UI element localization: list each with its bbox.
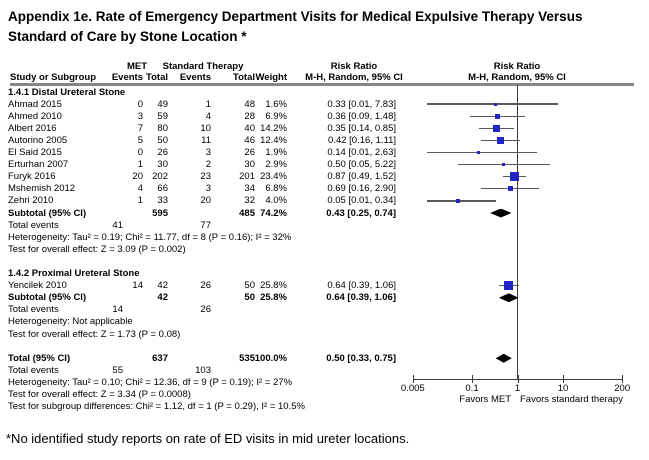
effect-marker <box>493 125 500 132</box>
study-name: El Said 2015 <box>8 147 62 158</box>
st-events-cell: 23 <box>200 171 211 183</box>
st-total-cell: 28 <box>244 110 255 122</box>
st-events-header: Events <box>179 72 211 83</box>
total-events-st: 103 <box>195 364 211 376</box>
x-axis-tick-label: 200 <box>614 382 631 394</box>
met-events-cell: 3 <box>137 110 143 122</box>
met-group-header: MET <box>126 61 148 72</box>
met-total-cell: 42 <box>157 280 168 292</box>
met-events-cell: 14 <box>132 280 143 292</box>
met-total-cell: 66 <box>157 183 168 195</box>
effect-marker <box>477 151 480 154</box>
met-total-cell: 26 <box>157 147 168 158</box>
stat-line: Heterogeneity: Tau² = 0.10; Chi² = 12.36, df = 9 (P = 0.19); I² = 27% <box>8 376 293 388</box>
weight-cell: 4.0% <box>265 195 287 207</box>
st-total-header: Total <box>233 72 255 83</box>
stat-line: Heterogeneity: Tau² = 0.19; Chi² = 11.77, df = 8 (P = 0.16); I² = 32% <box>8 231 292 243</box>
ci-line <box>427 103 559 104</box>
weight-cell: 1.6% <box>265 98 287 110</box>
summary-label: Total (95% CI) <box>8 352 71 364</box>
st-events-cell: 3 <box>205 147 211 158</box>
risk-ratio-header-plot: Risk Ratio <box>493 61 541 72</box>
rr-text-cell: 0.50 [0.05, 5.22] <box>327 159 396 171</box>
effect-marker <box>510 172 519 181</box>
effect-marker <box>495 114 500 119</box>
stat-line: Test for overall effect: Z = 1.73 (P = 0.08) <box>8 328 181 340</box>
st-total-cell: 48 <box>244 98 255 110</box>
x-axis-tick-label: 1 <box>514 382 521 394</box>
met-events-cell: 0 <box>137 147 143 158</box>
rr-text-cell: 0.64 [0.39, 1.06] <box>326 292 396 304</box>
study-name: Erturhan 2007 <box>8 159 69 171</box>
study-name: Autorino 2005 <box>8 134 68 146</box>
favors-right-label: Favors standard therapy <box>520 393 623 405</box>
x-axis-tick-label: 0.005 <box>400 382 425 394</box>
weight-cell: 14.2% <box>260 122 287 134</box>
rr-text-cell: 0.14 [0.01, 2.63] <box>327 147 396 158</box>
weight-cell: 74.2% <box>260 207 287 219</box>
weight-header: Weight <box>255 72 287 83</box>
met-total-cell: 50 <box>157 134 168 146</box>
st-events-cell: 11 <box>201 134 211 146</box>
weight-cell: 1.9% <box>265 147 287 158</box>
total-events-met: 41 <box>112 219 123 231</box>
section-label: 1.4.1 Distal Ureteral Stone <box>8 86 126 98</box>
st-total-cell: 34 <box>244 183 255 195</box>
met-events-cell: 7 <box>137 122 143 134</box>
effect-marker <box>497 137 504 144</box>
x-axis-tick-label: 10 <box>557 382 569 394</box>
met-total-cell: 49 <box>157 98 168 110</box>
ci-header-text: M-H, Random, 95% CI <box>305 72 403 83</box>
st-total-cell: 50 <box>244 292 255 304</box>
summary-diamond <box>496 354 512 363</box>
summary-diamond <box>499 293 519 302</box>
study-column-header: Study or Subgroup <box>10 72 97 83</box>
met-events-cell: 4 <box>137 183 143 195</box>
met-events-cell: 1 <box>137 195 143 207</box>
met-total-header: Total <box>146 72 168 83</box>
met-events-cell: 5 <box>137 134 143 146</box>
study-name: Zehri 2010 <box>8 195 54 207</box>
met-events-cell: 20 <box>132 171 143 183</box>
st-total-cell: 50 <box>244 280 255 292</box>
met-events-cell: 1 <box>137 159 143 171</box>
st-total-cell: 30 <box>244 159 255 171</box>
summary-label: Subtotal (95% CI) <box>8 292 87 304</box>
met-total-cell: 80 <box>157 122 168 134</box>
effect-marker <box>502 163 505 166</box>
weight-cell: 2.9% <box>265 159 287 171</box>
st-events-cell: 2 <box>205 159 211 171</box>
st-events-cell: 1 <box>205 98 211 110</box>
rr-text-cell: 0.43 [0.25, 0.74] <box>326 207 396 219</box>
weight-cell: 25.8% <box>260 292 287 304</box>
st-events-cell: 26 <box>200 280 211 292</box>
study-name: Albert 2016 <box>8 122 57 134</box>
weight-cell: 6.8% <box>265 183 287 195</box>
study-name: Furyk 2016 <box>8 171 56 183</box>
no-effect-line <box>517 85 518 379</box>
stat-line: Test for overall effect: Z = 3.34 (P = 0.0008) <box>8 389 191 400</box>
study-name: Ahmed 2010 <box>8 110 62 122</box>
met-events-header: Events <box>111 72 143 83</box>
rr-text-cell: 0.36 [0.09, 1.48] <box>327 110 396 122</box>
st-total-cell: 535 <box>239 352 255 364</box>
st-events-cell: 3 <box>205 183 211 195</box>
st-total-cell: 46 <box>244 134 255 146</box>
header-divider <box>10 83 634 86</box>
st-events-cell: 20 <box>200 195 211 207</box>
weight-cell: 23.4% <box>260 171 287 183</box>
effect-marker <box>508 186 513 191</box>
total-events-met: 14 <box>112 304 123 316</box>
rr-text-cell: 0.64 [0.39, 1.06] <box>327 280 396 292</box>
st-total-cell: 485 <box>239 207 255 219</box>
summary-label: Subtotal (95% CI) <box>8 207 87 219</box>
stat-line: Test for subgroup differences: Chi² = 1.12, df = 1 (P = 0.29), I² = 10.5% <box>8 401 305 413</box>
ci-header-plot: M-H, Random, 95% CI <box>468 72 566 83</box>
weight-cell: 100.0% <box>254 352 287 364</box>
st-total-cell: 40 <box>244 122 255 134</box>
ci-line <box>427 152 537 153</box>
summary-diamond <box>490 209 511 218</box>
met-total-cell: 202 <box>152 171 168 183</box>
rr-text-cell: 0.05 [0.01, 0.34] <box>327 195 396 207</box>
footnote: *No identified study reports on rate of ED visits in mid ureter locations. <box>6 431 410 446</box>
weight-cell: 6.9% <box>265 110 287 122</box>
rr-text-cell: 0.35 [0.14, 0.85] <box>327 122 396 134</box>
study-name: Yencilek 2010 <box>8 280 67 292</box>
met-total-cell: 42 <box>157 292 168 304</box>
met-events-cell: 0 <box>137 98 143 110</box>
study-name: Ahmad 2015 <box>8 98 62 110</box>
rr-text-cell: 0.33 [0.01, 7.83] <box>327 98 396 110</box>
met-total-cell: 33 <box>157 195 168 207</box>
total-events-label: Total events <box>8 219 59 231</box>
met-total-cell: 30 <box>157 159 168 171</box>
study-name: Mshemish 2012 <box>8 183 76 195</box>
rr-text-cell: 0.50 [0.33, 0.75] <box>326 352 396 364</box>
favors-left-label: Favors MET <box>459 393 511 405</box>
standard-group-header: Standard Therapy <box>162 61 244 72</box>
met-total-cell: 637 <box>152 352 168 364</box>
rr-text-cell: 0.69 [0.16, 2.90] <box>327 183 396 195</box>
effect-marker <box>456 199 460 203</box>
met-total-cell: 59 <box>157 110 168 122</box>
st-events-cell: 10 <box>200 122 211 134</box>
st-total-cell: 32 <box>244 195 255 207</box>
figure-title: Appendix 1e. Rate of Emergency Department Visits for Medical Expulsive Therapy Versus Standard of Care by Stone Location * <box>8 9 583 44</box>
risk-ratio-header-text: Risk Ratio <box>330 61 378 72</box>
effect-marker <box>494 103 497 106</box>
st-total-cell: 26 <box>244 147 255 158</box>
rr-text-cell: 0.42 [0.16, 1.11] <box>328 134 396 146</box>
st-events-cell: 4 <box>205 110 211 122</box>
x-axis-tick-label: 0.1 <box>465 382 479 394</box>
weight-cell: 12.4% <box>260 134 287 146</box>
total-events-met: 55 <box>112 364 123 376</box>
section-label: 1.4.2 Proximal Ureteral Stone <box>8 268 140 279</box>
effect-marker <box>504 281 513 290</box>
total-events-st: 77 <box>200 219 211 231</box>
met-total-cell: 595 <box>152 207 168 219</box>
stat-line: Heterogeneity: Not applicable <box>8 316 133 328</box>
weight-cell: 25.8% <box>260 280 287 292</box>
total-events-label: Total events <box>8 304 59 316</box>
total-events-st: 26 <box>200 304 211 316</box>
st-total-cell: 201 <box>239 171 255 183</box>
rr-text-cell: 0.87 [0.49, 1.52] <box>327 171 396 183</box>
ci-line <box>427 200 497 201</box>
stat-line: Test for overall effect: Z = 3.09 (P = 0.002) <box>8 243 186 255</box>
total-events-label: Total events <box>8 364 59 376</box>
